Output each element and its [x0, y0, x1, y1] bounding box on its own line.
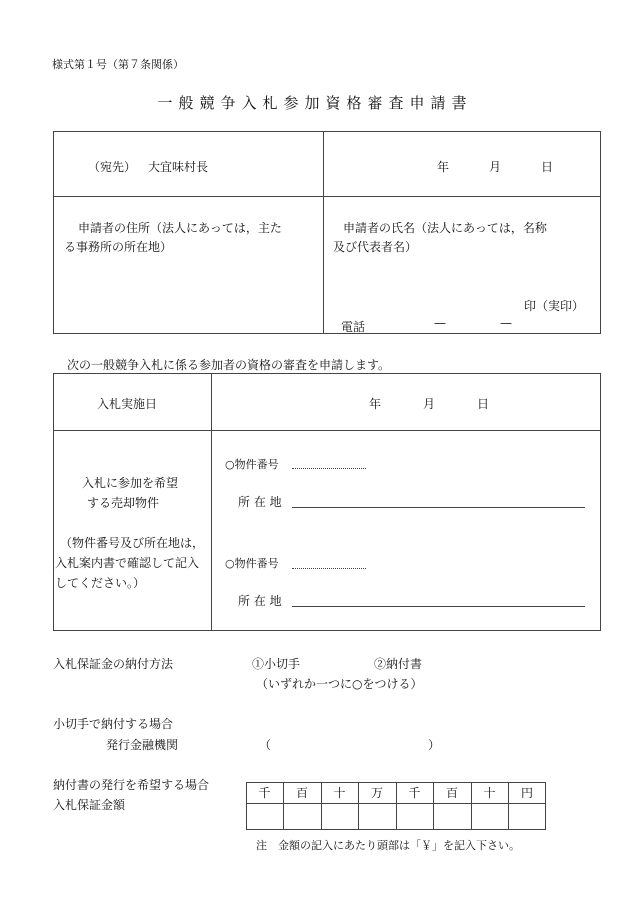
amount-digit-cell[interactable] [508, 804, 546, 830]
amount-digit-cell[interactable] [246, 804, 283, 830]
date-year: 年 [437, 160, 450, 174]
amount-footnote: 注 金額の記入にあたり頭部は「￥」を記入下さい。 [256, 839, 520, 852]
addressee: 大宜味村長 [148, 160, 209, 174]
payment-method-label: 入札保証金の納付方法 [53, 657, 174, 671]
bid-date-year: 年 [369, 397, 382, 411]
property-number-field-2[interactable] [292, 568, 366, 569]
issuing-bank-label: 発行金融機関 [106, 738, 179, 752]
date-month: 月 [489, 160, 502, 174]
amount-header: 万 [370, 786, 383, 800]
seal-label: 印（実印） [524, 299, 585, 313]
phone-separator-1: — [434, 316, 446, 330]
applicant-address-label-2: る事務所の所在地） [64, 240, 173, 254]
location-label-2: 所 在 地 [238, 594, 282, 608]
bank-paren-close: ） [428, 738, 441, 752]
property-note: （物件番号及び所在地は， [60, 536, 205, 550]
property-number-label-2: ○物件番号 [225, 557, 279, 570]
amount-header: 百 [445, 786, 458, 800]
invoice-label: 納付書の発行を希望する場合 [53, 778, 210, 792]
payment-instruction: （いずれか一つに○をつける） [256, 677, 423, 691]
phone-label: 電話 [341, 320, 366, 334]
addressee-label: （宛先） [88, 160, 137, 174]
amount-digit-cell[interactable] [321, 804, 358, 830]
amount-digit-cell[interactable] [358, 804, 396, 830]
intro-text: 次の一般競争入札に係る参加者の資格の審査を申請します。 [67, 358, 391, 372]
deposit-amount-label: 入札保証金額 [53, 798, 126, 812]
location-label-1: 所 在 地 [238, 495, 282, 509]
property-label: 入札に参加を希望 [82, 476, 179, 490]
applicant-name-label: 申請者の氏名（法人にあっては，名称 [343, 221, 547, 235]
amount-digit-cell[interactable] [283, 804, 321, 830]
payment-option-invoice[interactable]: ②納付書 [374, 657, 423, 671]
property-number-label-1: ○物件番号 [225, 458, 279, 471]
bank-paren-open: （ [259, 738, 272, 752]
payment-option-check[interactable]: ①小切手 [252, 657, 301, 671]
bid-date-day: 日 [477, 397, 490, 411]
amount-header: 円 [520, 786, 533, 800]
phone-separator-2: — [500, 316, 512, 330]
location-field-2[interactable] [292, 606, 585, 607]
amount-digit-cell[interactable] [433, 804, 471, 830]
applicant-name-label-2: 及び代表者名） [333, 240, 418, 254]
date-day: 日 [541, 160, 554, 174]
location-field-1[interactable] [292, 507, 585, 508]
page-title: 一般競争入札参加資格審査申請書 [157, 94, 473, 112]
bid-date-label: 入札実施日 [97, 397, 158, 411]
amount-header: 千 [408, 786, 421, 800]
amount-header: 十 [333, 786, 346, 800]
applicant-address-label: 申請者の住所（法人にあっては，主た [78, 221, 282, 235]
bid-date-month: 月 [423, 397, 436, 411]
check-payment-label: 小切手で納付する場合 [53, 717, 174, 731]
amount-digit-cell[interactable] [471, 804, 508, 830]
property-note-3: してください。） [55, 576, 146, 590]
amount-digit-cell[interactable] [396, 804, 433, 830]
property-number-field-1[interactable] [292, 468, 366, 469]
property-label-2: する売却物件 [87, 496, 160, 510]
amount-header: 十 [483, 786, 496, 800]
amount-header: 千 [258, 786, 271, 800]
form-number: 様式第１号（第７条関係） [52, 58, 184, 71]
property-note-2: 入札案内書で確認して記入 [55, 556, 200, 570]
amount-header: 百 [295, 786, 308, 800]
